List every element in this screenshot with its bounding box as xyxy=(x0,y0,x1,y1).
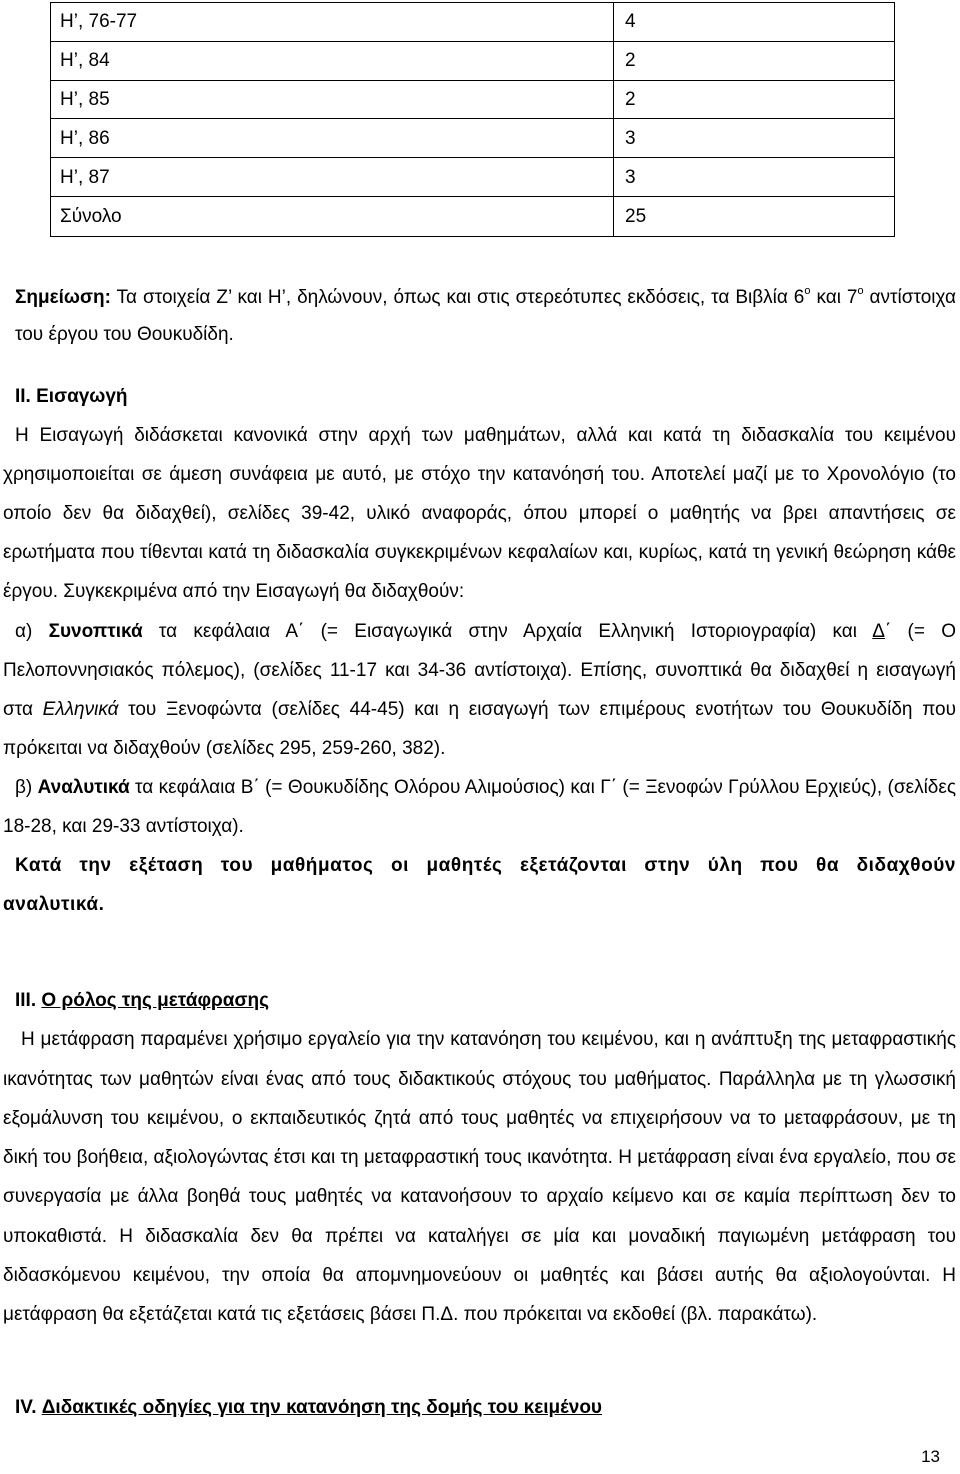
intro-item-b xyxy=(0,768,956,846)
note-label: Σημείωση: xyxy=(15,287,111,308)
superscript-2: ο xyxy=(857,285,864,297)
note-text-2: και 7 xyxy=(810,287,858,308)
item-a-italic: Ελληνικά xyxy=(42,698,119,720)
translation-paragraph: Η μετάφραση παραμένει χρήσιμο εργαλείο για την κατανόηση του κειμένου, και η ανάπτυξη της μεταφραστικής ικανότητας των μαθητών είναι ένας από τους διδακτικούς στόχους του μαθήματος. Παράλληλα με τη γλωσσική εξομάλυνση του κειμένου, ο εκπαιδευτικός ζητά από τους μαθητές να επιχειρήσουν να το μεταφράσουν, με τη δική του βοήθεια, αξιολογώντας έτσι και τη μεταφραστική τους ικανότητα. Η μετάφραση είναι ένα εργαλείο, που σε συνεργασία με άλλα βοηθά τους μαθητές να κατανοήσουν το αρχαίο κείμενο και σε καμία περίπτωση δεν το υποκαθιστά. Η διδασκαλία δεν θα πρέπει να καταλήγει σε μία και μοναδική παγιωμένη μετάφραση του διδασκόμενου κειμένου, την οποία θα απομνημονεύουν οι μαθητές και βάσει αυτής θα αξιολογούνται. Η μετάφραση θα εξετάζεται κατά τις εξετάσεις βάσει Π.Δ. που πρόκειται να εκδοθεί (βλ. παρακάτω). xyxy=(3,1029,956,1326)
table-row xyxy=(51,41,895,80)
item-a-prefix: α) xyxy=(15,620,49,642)
table-row xyxy=(51,80,895,119)
table-cell-value: 2 xyxy=(614,80,895,119)
table-cell-label: Η’, 86 xyxy=(51,119,614,158)
superscript: ο xyxy=(804,285,811,297)
item-a-delta: Δ xyxy=(872,620,885,642)
table-cell-label: Η’, 84 xyxy=(51,41,614,80)
table-cell-label: Η’, 87 xyxy=(51,158,614,197)
section-guidelines xyxy=(0,1389,956,1428)
table-cell-value: 4 xyxy=(614,3,895,42)
table-cell-label: Σύνολο xyxy=(51,196,614,236)
table-row xyxy=(51,196,895,236)
item-a-text: τα κεφάλαια Α΄ (= Εισαγωγικά στην Αρχαία Ελληνική Ιστοριογραφία) και xyxy=(142,620,873,642)
item-a-text-2: ΄ (= Ο Πελοποννησιακός πόλεμος), (σελίδες 11-17 και 34-36 αντίστοιχα). Επίσης, συνοπτικά θα διδαχθεί η εισαγωγή στα xyxy=(3,620,957,720)
intro-item-a xyxy=(0,612,956,768)
section-title-4: Διδακτικές οδηγίες για την κατανόηση της δομής του κειμένου xyxy=(41,1397,602,1418)
table-cell-label: Η’, 85 xyxy=(51,80,614,119)
item-b-bold: Αναλυτικά xyxy=(37,776,130,798)
note-text-3: αντίστοιχα του έργου του Θουκυδίδη. xyxy=(15,287,956,345)
note-text: Τα στοιχεία Ζ’ και Η’, δηλώνουν, όπως και στις στερεότυπες εκδόσεις, τα Βιβλία 6 xyxy=(110,287,805,308)
section-heading-guidelines xyxy=(0,1389,956,1428)
exam-note: Κατά την εξέταση του μαθήματος οι μαθητές εξετάζονται στην ύλη που θα διδαχθούν αναλυτικά. xyxy=(3,855,956,916)
table-cell-value: 2 xyxy=(614,41,895,80)
note-paragraph xyxy=(0,279,956,353)
item-b-text: τα κεφάλαια Β΄ (= Θουκυδίδης Ολόρου Αλιμούσιος) και Γ΄ (= Ξενοφών Γρύλλου Ερχιεύς), (σελίδες 18-28, και 29-33 αντίστοιχα). xyxy=(3,776,956,838)
section-heading-intro: ΙΙ. Εισαγωγή xyxy=(15,386,128,407)
table-cell-value: 3 xyxy=(614,158,895,197)
table-cell-value: 3 xyxy=(614,119,895,158)
section-introduction xyxy=(0,377,956,924)
page-number: 13 xyxy=(921,1447,940,1466)
section-translation xyxy=(0,981,956,1335)
item-a-text-3: του Ξενοφώντα (σελίδες 44-45) και η εισαγωγή των επιμέρους ενοτήτων του Θουκυδίδη που πρόκειται να διδαχθούν (σελίδες 295, 259-260, 382). xyxy=(3,698,956,759)
table-cell-label: Η’, 76-77 xyxy=(51,3,614,42)
section-heading-translation xyxy=(0,981,956,1020)
intro-paragraph: Η Εισαγωγή διδάσκεται κανονικά στην αρχή των μαθημάτων, αλλά και κατά τη διδασκαλία του κειμένου χρησιμοποιείται σε άμεση συνάφεια με αυτό, με στόχο την κατανόησή του. Αποτελεί μαζί με το Χρονολόγιο (το οποίο δεν θα διδαχθεί), σελίδες 39-42, υλικό αναφοράς, όπου μπορεί ο μαθητής να βρει απαντήσεις σε ερωτήματα που τίθενται κατά τη διδασκαλία συγκεκριμένων κεφαλαίων και, κυρίως, κατά τη γενική θεώρηση κάθε έργου. Συγκεκριμένα από την Εισαγωγή θα διδαχθούν: xyxy=(3,425,956,603)
table-row xyxy=(51,158,895,197)
section-number-4: IV. xyxy=(15,1397,42,1418)
item-b-prefix: β) xyxy=(15,776,38,798)
table-cell-value: 25 xyxy=(614,196,895,236)
table-row xyxy=(51,119,895,158)
table-row xyxy=(51,3,895,42)
section-title: Ο ρόλος της μετάφρασης xyxy=(41,990,269,1011)
note-block xyxy=(0,279,956,353)
section-number: ΙΙΙ. xyxy=(15,990,42,1011)
item-a-bold: Συνοπτικά xyxy=(48,620,143,642)
summary-table xyxy=(50,2,895,237)
